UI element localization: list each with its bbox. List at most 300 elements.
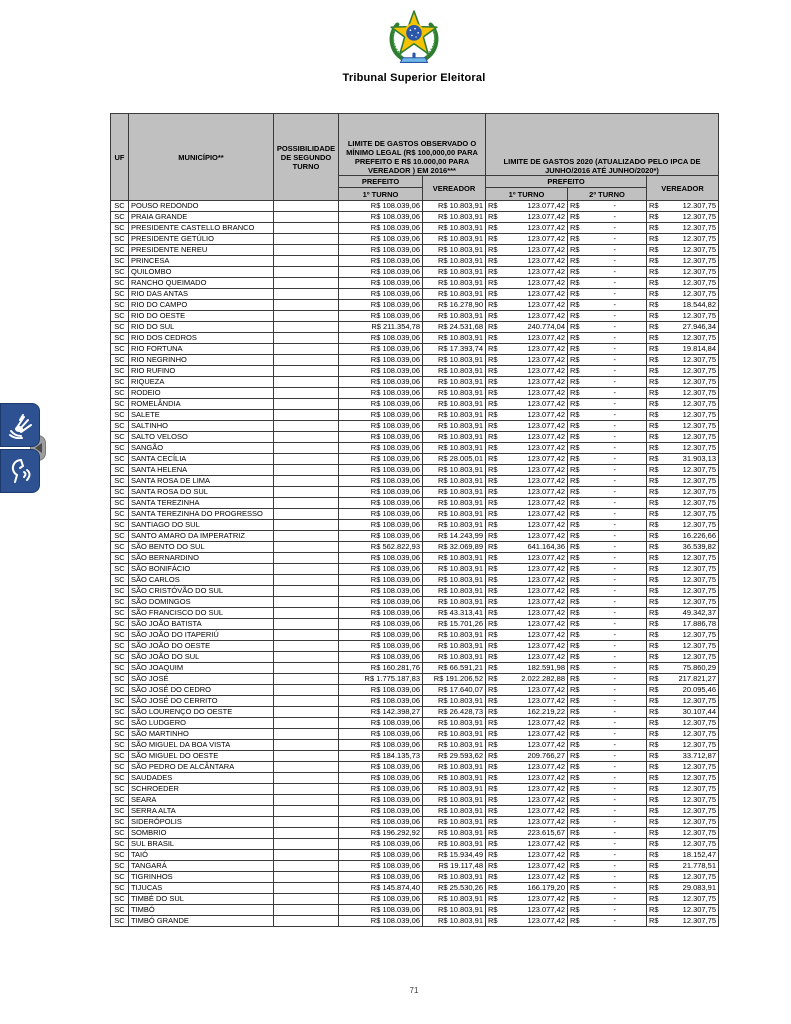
- uf-cell: SC: [111, 278, 129, 289]
- amount-value: 123.077,42: [527, 465, 565, 474]
- vereador-2020-cell: [647, 212, 719, 223]
- currency-symbol: R$: [488, 333, 498, 342]
- prefeito-2016-cell: R$ 108.039,06: [339, 784, 423, 795]
- prefeito-2020-t2-cell: [568, 399, 647, 410]
- amount-value: -: [613, 784, 616, 793]
- prefeito-2016-cell: R$ 108.039,06: [339, 740, 423, 751]
- currency-symbol: R$: [649, 850, 659, 859]
- currency-symbol: R$: [570, 256, 580, 265]
- prefeito-2016-cell: R$ 108.039,06: [339, 388, 423, 399]
- prefeito-2016-cell: R$ 108.039,06: [339, 509, 423, 520]
- prefeito-2020-t1-cell: [486, 322, 568, 333]
- table-row: [111, 476, 719, 487]
- prefeito-2020-t1-cell: [486, 487, 568, 498]
- prefeito-2016-cell: R$ 562.822,93: [339, 542, 423, 553]
- amount-value: -: [613, 740, 616, 749]
- vereador-2016-cell: R$ 10.803,91: [423, 256, 486, 267]
- vereador-2016-cell: R$ 10.803,91: [423, 806, 486, 817]
- vereador-2016-cell: R$ 10.803,91: [423, 432, 486, 443]
- prefeito-2020-t1-cell: [486, 564, 568, 575]
- amount-value: -: [613, 773, 616, 782]
- prefeito-2020-t1-cell: [486, 498, 568, 509]
- currency-symbol: R$: [488, 553, 498, 562]
- currency-symbol: R$: [649, 729, 659, 738]
- currency-symbol: R$: [570, 608, 580, 617]
- header-vereador-2016: VEREADOR: [423, 176, 486, 201]
- currency-symbol: R$: [649, 553, 659, 562]
- currency-symbol: R$: [570, 685, 580, 694]
- vereador-2020-cell: [647, 509, 719, 520]
- vereador-2020-cell: [647, 762, 719, 773]
- segundo-turno-cell: [274, 707, 339, 718]
- prefeito-2020-t2-cell: [568, 630, 647, 641]
- currency-symbol: R$: [488, 608, 498, 617]
- segundo-turno-cell: [274, 542, 339, 553]
- amount-value: 123.077,42: [527, 575, 565, 584]
- currency-symbol: R$: [649, 520, 659, 529]
- currency-symbol: R$: [570, 575, 580, 584]
- amount-value: 21.778,51: [682, 861, 717, 870]
- prefeito-2016-cell: R$ 108.039,06: [339, 597, 423, 608]
- amount-value: 123.077,42: [527, 454, 565, 463]
- prefeito-2020-t1-cell: [486, 751, 568, 762]
- currency-symbol: R$: [649, 564, 659, 573]
- currency-symbol: R$: [488, 443, 498, 452]
- table-row: [111, 751, 719, 762]
- currency-symbol: R$: [649, 795, 659, 804]
- libras-button[interactable]: [0, 403, 40, 447]
- amount-value: 12.307,75: [682, 806, 717, 815]
- vereador-2016-cell: R$ 10.803,91: [423, 784, 486, 795]
- uf-cell: SC: [111, 212, 129, 223]
- amount-value: 123.077,42: [527, 432, 565, 441]
- vereador-2020-cell: [647, 663, 719, 674]
- amount-value: -: [613, 696, 616, 705]
- table-row: [111, 399, 719, 410]
- vereador-2020-cell: [647, 630, 719, 641]
- limits-table: [110, 113, 719, 927]
- currency-symbol: R$: [570, 861, 580, 870]
- amount-value: 123.077,42: [527, 905, 565, 914]
- prefeito-2020-t1-cell: [486, 608, 568, 619]
- amount-value: 123.077,42: [527, 553, 565, 562]
- prefeito-2020-t1-cell: [486, 883, 568, 894]
- vereador-2020-cell: [647, 366, 719, 377]
- prefeito-2020-t2-cell: [568, 696, 647, 707]
- currency-symbol: R$: [488, 696, 498, 705]
- currency-symbol: R$: [570, 883, 580, 892]
- amount-value: 123.077,42: [527, 619, 565, 628]
- vereador-2020-cell: [647, 861, 719, 872]
- municipio-cell: SALTO VELOSO: [129, 432, 274, 443]
- municipio-cell: RIO DO OESTE: [129, 311, 274, 322]
- amount-value: 12.307,75: [682, 267, 717, 276]
- amount-value: 31.903,13: [682, 454, 717, 463]
- amount-value: 123.077,42: [527, 223, 565, 232]
- vereador-2016-cell: R$ 10.803,91: [423, 652, 486, 663]
- municipio-cell: SCHROEDER: [129, 784, 274, 795]
- currency-symbol: R$: [649, 454, 659, 463]
- municipio-cell: SÃO JOAQUIM: [129, 663, 274, 674]
- prefeito-2020-t2-cell: [568, 575, 647, 586]
- vereador-2016-cell: R$ 66.591,21: [423, 663, 486, 674]
- prefeito-2020-t2-cell: [568, 465, 647, 476]
- municipio-cell: SÃO MARTINHO: [129, 729, 274, 740]
- prefeito-2020-t2-cell: [568, 883, 647, 894]
- municipio-cell: SÃO LUDGERO: [129, 718, 274, 729]
- vereador-2016-cell: R$ 10.803,91: [423, 839, 486, 850]
- currency-symbol: R$: [488, 718, 498, 727]
- amount-value: -: [613, 509, 616, 518]
- prefeito-2020-t1-cell: [486, 619, 568, 630]
- currency-symbol: R$: [570, 696, 580, 705]
- segundo-turno-cell: [274, 575, 339, 586]
- amount-value: 162.219,22: [527, 707, 565, 716]
- amount-value: 240.774,04: [527, 322, 565, 331]
- prefeito-2020-t1-cell: [486, 663, 568, 674]
- prefeito-2020-t2-cell: [568, 685, 647, 696]
- uf-cell: SC: [111, 399, 129, 410]
- currency-symbol: R$: [488, 828, 498, 837]
- prefeito-2020-t2-cell: [568, 828, 647, 839]
- vereador-2016-cell: R$ 10.803,91: [423, 399, 486, 410]
- segundo-turno-cell: [274, 465, 339, 476]
- segundo-turno-cell: [274, 531, 339, 542]
- amount-value: 12.307,75: [682, 905, 717, 914]
- prefeito-2020-t1-cell: [486, 707, 568, 718]
- currency-symbol: R$: [488, 289, 498, 298]
- amount-value: 123.077,42: [527, 806, 565, 815]
- currency-symbol: R$: [649, 256, 659, 265]
- segundo-turno-cell: [274, 564, 339, 575]
- vereador-2016-cell: R$ 43.313,41: [423, 608, 486, 619]
- prefeito-2020-t2-cell: [568, 586, 647, 597]
- amount-value: -: [613, 256, 616, 265]
- header-municipio: MUNICÍPIO**: [129, 114, 274, 201]
- prefeito-2016-cell: R$ 108.039,06: [339, 696, 423, 707]
- amount-value: -: [613, 861, 616, 870]
- prefeito-2020-t2-cell: [568, 707, 647, 718]
- amount-value: 12.307,75: [682, 894, 717, 903]
- currency-symbol: R$: [649, 575, 659, 584]
- table-row: [111, 883, 719, 894]
- prefeito-2020-t1-cell: [486, 443, 568, 454]
- vereador-2020-cell: [647, 784, 719, 795]
- segundo-turno-cell: [274, 432, 339, 443]
- currency-symbol: R$: [649, 542, 659, 551]
- prefeito-2016-cell: R$ 108.039,06: [339, 839, 423, 850]
- prefeito-2020-t2-cell: [568, 531, 647, 542]
- table-row: [111, 498, 719, 509]
- municipio-cell: RIO NEGRINHO: [129, 355, 274, 366]
- municipio-cell: RIO FORTUNA: [129, 344, 274, 355]
- uf-cell: SC: [111, 828, 129, 839]
- prefeito-2020-t1-cell: [486, 366, 568, 377]
- currency-symbol: R$: [570, 872, 580, 881]
- vereador-2016-cell: R$ 10.803,91: [423, 509, 486, 520]
- currency-symbol: R$: [570, 476, 580, 485]
- currency-symbol: R$: [649, 366, 659, 375]
- amount-value: 12.307,75: [682, 553, 717, 562]
- amount-value: -: [613, 432, 616, 441]
- prefeito-2020-t2-cell: [568, 619, 647, 630]
- amount-value: -: [613, 322, 616, 331]
- segundo-turno-cell: [274, 729, 339, 740]
- table-row: [111, 685, 719, 696]
- amount-value: -: [613, 575, 616, 584]
- vereador-2016-cell: R$ 19.117,48: [423, 861, 486, 872]
- currency-symbol: R$: [570, 740, 580, 749]
- currency-symbol: R$: [649, 498, 659, 507]
- vereador-2016-cell: R$ 29.593,62: [423, 751, 486, 762]
- uf-cell: SC: [111, 498, 129, 509]
- prefeito-2016-cell: R$ 108.039,06: [339, 608, 423, 619]
- currency-symbol: R$: [649, 817, 659, 826]
- prefeito-2016-cell: R$ 108.039,06: [339, 861, 423, 872]
- prefeito-2020-t1-cell: [486, 784, 568, 795]
- uf-cell: SC: [111, 806, 129, 817]
- uf-cell: SC: [111, 476, 129, 487]
- amount-value: -: [613, 806, 616, 815]
- amount-value: 29.083,91: [682, 883, 717, 892]
- currency-symbol: R$: [649, 685, 659, 694]
- amount-value: 12.307,75: [682, 333, 717, 342]
- vereador-2016-cell: R$ 10.803,91: [423, 234, 486, 245]
- municipio-cell: RIO DOS CEDROS: [129, 333, 274, 344]
- prefeito-2020-t1-cell: [486, 223, 568, 234]
- currency-symbol: R$: [570, 399, 580, 408]
- currency-symbol: R$: [570, 850, 580, 859]
- municipio-cell: SÃO BONIFÁCIO: [129, 564, 274, 575]
- amount-value: 123.077,42: [527, 355, 565, 364]
- prefeito-2016-cell: R$ 108.039,06: [339, 806, 423, 817]
- vereador-2020-cell: [647, 685, 719, 696]
- vereador-2016-cell: R$ 10.803,91: [423, 443, 486, 454]
- currency-symbol: R$: [649, 289, 659, 298]
- uf-cell: SC: [111, 377, 129, 388]
- vereador-2020-cell: [647, 421, 719, 432]
- amount-value: 12.307,75: [682, 773, 717, 782]
- municipio-cell: TIMBÓ: [129, 905, 274, 916]
- currency-symbol: R$: [570, 641, 580, 650]
- amount-value: 17.886,78: [682, 619, 717, 628]
- prefeito-2020-t1-cell: [486, 465, 568, 476]
- prefeito-2020-t2-cell: [568, 245, 647, 256]
- vereador-2020-cell: [647, 872, 719, 883]
- currency-symbol: R$: [570, 223, 580, 232]
- prefeito-2020-t1-cell: [486, 597, 568, 608]
- uf-cell: SC: [111, 729, 129, 740]
- prefeito-2016-cell: R$ 108.039,06: [339, 498, 423, 509]
- amount-value: 12.307,75: [682, 201, 717, 210]
- prefeito-2020-t2-cell: [568, 498, 647, 509]
- currency-symbol: R$: [649, 355, 659, 364]
- amount-value: 12.307,75: [682, 641, 717, 650]
- vereador-2020-cell: [647, 751, 719, 762]
- currency-symbol: R$: [570, 443, 580, 452]
- prefeito-2020-t1-cell: [486, 641, 568, 652]
- currency-symbol: R$: [570, 839, 580, 848]
- uf-cell: SC: [111, 641, 129, 652]
- uf-cell: SC: [111, 575, 129, 586]
- uf-cell: SC: [111, 630, 129, 641]
- prefeito-2016-cell: R$ 108.039,06: [339, 487, 423, 498]
- municipio-cell: RIQUEZA: [129, 377, 274, 388]
- currency-symbol: R$: [570, 718, 580, 727]
- prefeito-2020-t2-cell: [568, 377, 647, 388]
- currency-symbol: R$: [570, 421, 580, 430]
- amount-value: -: [613, 498, 616, 507]
- amount-value: -: [613, 630, 616, 639]
- amount-value: 123.077,42: [527, 245, 565, 254]
- vereador-2020-cell: [647, 465, 719, 476]
- table-row: [111, 234, 719, 245]
- currency-symbol: R$: [488, 663, 498, 672]
- municipio-cell: RODEIO: [129, 388, 274, 399]
- vereador-2020-cell: [647, 641, 719, 652]
- table-row: [111, 663, 719, 674]
- currency-symbol: R$: [488, 883, 498, 892]
- vereador-2020-cell: [647, 905, 719, 916]
- segundo-turno-cell: [274, 916, 339, 927]
- vereador-2020-cell: [647, 850, 719, 861]
- prefeito-2016-cell: R$ 108.039,06: [339, 278, 423, 289]
- currency-symbol: R$: [649, 344, 659, 353]
- vereador-2016-cell: R$ 10.803,91: [423, 894, 486, 905]
- amount-value: 123.077,42: [527, 399, 565, 408]
- prefeito-2016-cell: R$ 108.039,06: [339, 234, 423, 245]
- page-number: 71: [409, 986, 419, 995]
- currency-symbol: R$: [649, 267, 659, 276]
- vereador-2016-cell: R$ 10.803,91: [423, 278, 486, 289]
- uf-cell: SC: [111, 388, 129, 399]
- amount-value: -: [613, 300, 616, 309]
- vereador-2020-cell: [647, 432, 719, 443]
- table-row: [111, 432, 719, 443]
- prefeito-2020-t2-cell: [568, 443, 647, 454]
- vereador-2016-cell: R$ 10.803,91: [423, 223, 486, 234]
- vereador-2016-cell: R$ 10.803,91: [423, 476, 486, 487]
- table-row: [111, 806, 719, 817]
- prefeito-2020-t1-cell: [486, 740, 568, 751]
- segundo-turno-cell: [274, 861, 339, 872]
- amount-value: -: [613, 597, 616, 606]
- table-row: [111, 586, 719, 597]
- amount-value: -: [613, 487, 616, 496]
- segundo-turno-cell: [274, 322, 339, 333]
- municipio-cell: SERRA ALTA: [129, 806, 274, 817]
- vereador-2020-cell: [647, 234, 719, 245]
- currency-symbol: R$: [649, 432, 659, 441]
- currency-symbol: R$: [570, 520, 580, 529]
- segundo-turno-cell: [274, 795, 339, 806]
- amount-value: -: [613, 685, 616, 694]
- prefeito-2016-cell: R$ 108.039,06: [339, 531, 423, 542]
- currency-symbol: R$: [488, 212, 498, 221]
- currency-symbol: R$: [570, 762, 580, 771]
- prefeito-2020-t2-cell: [568, 509, 647, 520]
- table-row: [111, 322, 719, 333]
- vereador-2016-cell: R$ 10.803,91: [423, 916, 486, 927]
- prefeito-2020-t1-cell: [486, 773, 568, 784]
- currency-symbol: R$: [570, 377, 580, 386]
- currency-symbol: R$: [570, 212, 580, 221]
- amount-value: 12.307,75: [682, 311, 717, 320]
- segundo-turno-cell: [274, 641, 339, 652]
- currency-symbol: R$: [570, 344, 580, 353]
- uf-cell: SC: [111, 553, 129, 564]
- amount-value: 123.077,42: [527, 597, 565, 606]
- amount-value: 123.077,42: [527, 531, 565, 540]
- segundo-turno-cell: [274, 894, 339, 905]
- table-row: [111, 652, 719, 663]
- prefeito-2020-t2-cell: [568, 751, 647, 762]
- amount-value: 12.307,75: [682, 795, 717, 804]
- prefeito-2020-t2-cell: [568, 201, 647, 212]
- municipio-cell: SANTA CECÍLIA: [129, 454, 274, 465]
- currency-symbol: R$: [570, 553, 580, 562]
- amount-value: 12.307,75: [682, 399, 717, 408]
- amount-value: 12.307,75: [682, 245, 717, 254]
- brazil-coat-of-arms-icon: [388, 10, 440, 69]
- amount-value: -: [613, 421, 616, 430]
- amount-value: -: [613, 223, 616, 232]
- amount-value: 123.077,42: [527, 410, 565, 419]
- prefeito-2020-t1-cell: [486, 454, 568, 465]
- table-row: [111, 289, 719, 300]
- currency-symbol: R$: [488, 487, 498, 496]
- uf-cell: SC: [111, 751, 129, 762]
- amount-value: 12.307,75: [682, 740, 717, 749]
- amount-value: -: [613, 652, 616, 661]
- currency-symbol: R$: [649, 509, 659, 518]
- vereador-2020-cell: [647, 300, 719, 311]
- segundo-turno-cell: [274, 300, 339, 311]
- amount-value: 123.077,42: [527, 894, 565, 903]
- currency-symbol: R$: [570, 828, 580, 837]
- prefeito-2016-cell: R$ 108.039,06: [339, 872, 423, 883]
- prefeito-2016-cell: R$ 108.039,06: [339, 267, 423, 278]
- amount-value: 123.077,42: [527, 586, 565, 595]
- uf-cell: SC: [111, 366, 129, 377]
- amount-value: 12.307,75: [682, 784, 717, 793]
- uf-cell: SC: [111, 322, 129, 333]
- table-row: [111, 267, 719, 278]
- municipio-cell: PRINCESA: [129, 256, 274, 267]
- segundo-turno-cell: [274, 366, 339, 377]
- amount-value: 641.164,36: [527, 542, 565, 551]
- prefeito-2020-t1-cell: [486, 234, 568, 245]
- currency-symbol: R$: [649, 608, 659, 617]
- currency-symbol: R$: [488, 498, 498, 507]
- prefeito-2020-t2-cell: [568, 256, 647, 267]
- currency-symbol: R$: [570, 674, 580, 683]
- segundo-turno-cell: [274, 586, 339, 597]
- uf-cell: SC: [111, 333, 129, 344]
- municipio-cell: SANTA ROSA DE LIMA: [129, 476, 274, 487]
- prefeito-2020-t2-cell: [568, 553, 647, 564]
- segundo-turno-cell: [274, 850, 339, 861]
- vereador-2020-cell: [647, 289, 719, 300]
- currency-symbol: R$: [570, 905, 580, 914]
- audio-description-button[interactable]: [0, 449, 40, 493]
- amount-value: 123.077,42: [527, 300, 565, 309]
- uf-cell: SC: [111, 894, 129, 905]
- uf-cell: SC: [111, 685, 129, 696]
- prefeito-2016-cell: R$ 108.039,06: [339, 619, 423, 630]
- currency-symbol: R$: [488, 454, 498, 463]
- amount-value: 12.307,75: [682, 575, 717, 584]
